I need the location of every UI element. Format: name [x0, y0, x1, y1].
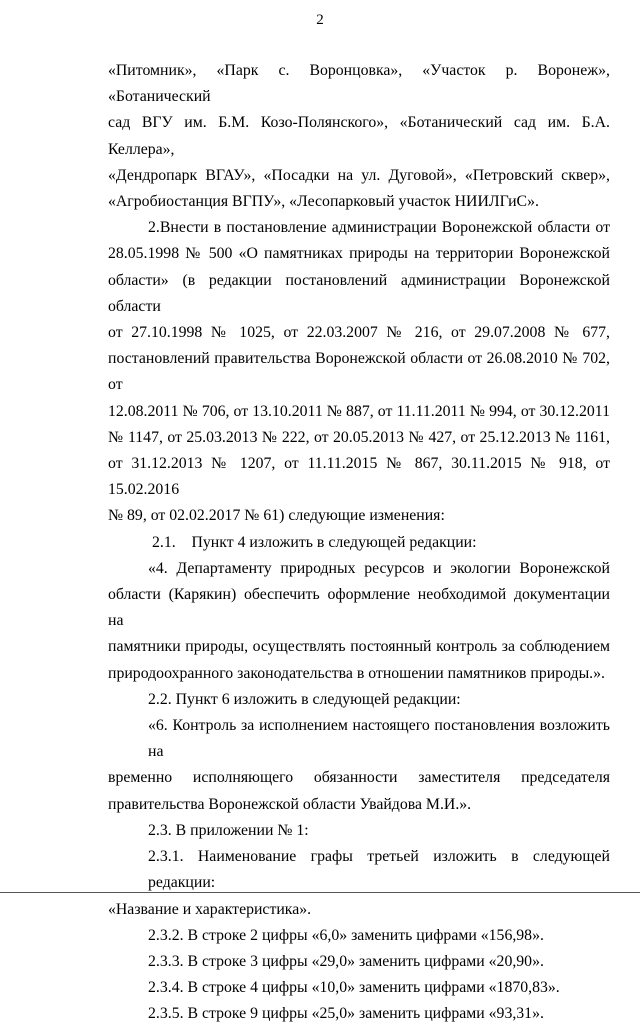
bottom-divider: [0, 892, 640, 893]
text-line: правительства Воронежской области Увайдова М.И.».: [108, 795, 472, 813]
text-line: области (Карякин) обеспечить оформление необходимой документации на: [108, 586, 610, 630]
text-line: временно исполняющего обязанности заместителя председателя: [108, 769, 610, 787]
text-line: 2.3.1. Наименование графы третьей изложить в следующей редакции:: [148, 848, 610, 892]
text-line: 2.3.5. В строке 9 цифры «25,0» заменить цифрами «93,31».: [148, 1005, 544, 1023]
text-line: области» (в редакции постановлений администрации Воронежской области: [108, 271, 610, 315]
text-line: сад ВГУ им. Б.М. Козо-Полянского», «Ботанический сад им. Б.А. Келлера»,: [108, 114, 610, 158]
text-line: 2.3. В приложении № 1:: [148, 821, 309, 839]
text-line: «Питомник», «Парк с. Воронцовка», «Участок р. Воронеж», «Ботанический: [108, 62, 610, 106]
text-line: 2.3.4. В строке 4 цифры «10,0» заменить цифрами «1870,83».: [148, 979, 560, 997]
text-line: № 1147, от 25.03.2013 № 222, от 20.05.2013 № 427, от 25.12.2013 № 1161,: [108, 428, 610, 446]
text-line: «4. Департаменту природных ресурсов и экологии Воронежской: [148, 559, 610, 577]
text-line: «Название и характеристика».: [108, 900, 312, 918]
text-line: № 89, от 02.02.2017 № 61) следующие изменения:: [108, 507, 445, 525]
text-line: 28.05.1998 № 500 «О памятниках природы на территории Воронежской: [108, 245, 610, 263]
text-line: «6. Контроль за исполнением настоящего постановления возложить на: [148, 717, 610, 761]
text-line: 2.2. Пункт 6 изложить в следующей редакции:: [148, 690, 461, 708]
text-line: «Агробиостанция ВГПУ», «Лесопарковый участок НИИЛГиС».: [108, 193, 539, 211]
text-line: 12.08.2011 № 706, от 13.10.2011 № 887, от 11.11.2011 № 994, от 30.12.2011: [108, 402, 610, 420]
text-line: 2.1. Пункт 4 изложить в следующей редакции:: [152, 533, 477, 551]
text-line: 2.3.2. В строке 2 цифры «6,0» заменить цифрами «156,98».: [148, 926, 544, 944]
text-line: от 31.12.2013 № 1207, от 11.11.2015 № 867, 30.11.2015 № 918, от 15.02.2016: [108, 455, 610, 499]
text-line: постановлений правительства Воронежской области от 26.08.2010 № 702, от: [108, 350, 610, 394]
document-body: [108, 58, 610, 1028]
text-line: от 27.10.1998 № 1025, от 22.03.2007 № 216, от 29.07.2008 № 677,: [108, 324, 610, 342]
text-line: природоохранного законодательства в отношении памятников природы.».: [108, 664, 605, 682]
text-line: 2.Внести в постановление администрации Воронежской области от: [148, 219, 610, 237]
text-line: «Дендропарк ВГАУ», «Посадки на ул. Дуговой», «Петровский сквер»,: [108, 166, 610, 184]
text-line: памятники природы, осуществлять постоянный контроль за соблюдением: [108, 638, 610, 656]
text-line: 2.3.3. В строке 3 цифры «29,0» заменить цифрами «20,90».: [148, 952, 544, 970]
page-number: 2: [316, 12, 324, 28]
